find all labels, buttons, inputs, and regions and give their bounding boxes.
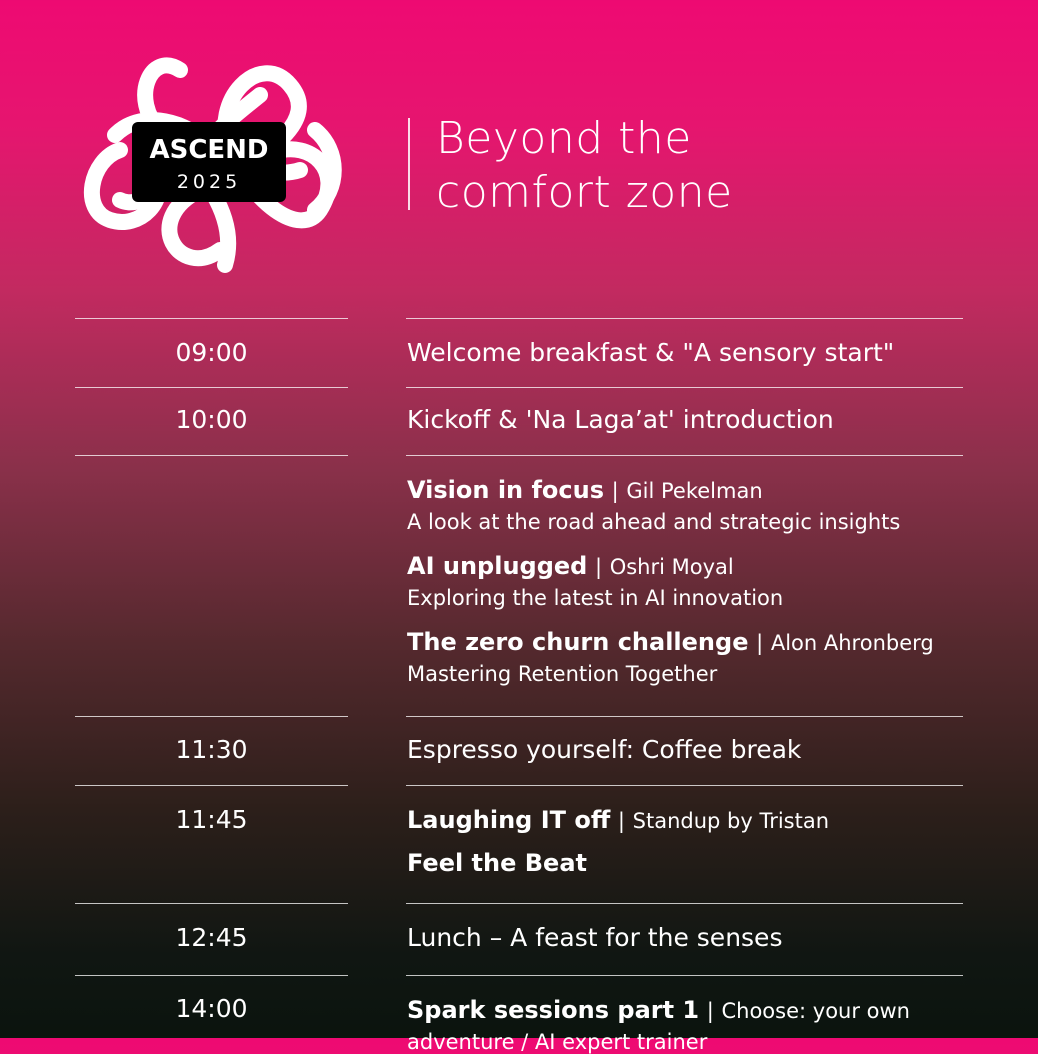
event-speaker: Standup by Tristan: [632, 809, 830, 833]
talk-speaker: Oshri Moyal: [609, 555, 734, 579]
time-1000: 10:00: [175, 405, 248, 434]
event-feel-the-beat: Feel the Beat: [407, 849, 587, 877]
talk-speaker: Alon Ahronberg: [770, 631, 934, 655]
time-1130: 11:30: [175, 735, 248, 764]
divider: [75, 716, 348, 717]
event-welcome-breakfast: Welcome breakfast & "A sensory start": [407, 338, 895, 367]
separator: |: [611, 479, 619, 503]
event-kickoff: Kickoff & 'Na Laga’at' introduction: [407, 405, 834, 434]
talk-title: AI unplugged: [407, 552, 588, 580]
divider: [406, 318, 963, 319]
talk-description: A look at the road ahead and strategic insights: [407, 510, 901, 534]
time-1245: 12:45: [175, 923, 248, 952]
divider: [75, 387, 348, 388]
talk-item: [407, 552, 783, 610]
divider: [406, 455, 963, 456]
event-coffee-break: Espresso yourself: Coffee break: [407, 735, 802, 764]
tagline-line-2: comfort zone: [436, 167, 733, 218]
divider: [406, 785, 963, 786]
talk-item: [407, 628, 934, 686]
talk-title: Vision in focus: [407, 476, 605, 504]
event-detail-cont: adventure / AI expert trainer: [407, 1030, 708, 1054]
time-1145: 11:45: [175, 805, 248, 834]
talk-item: [407, 476, 900, 534]
divider: [75, 903, 348, 904]
ascend-logo: [60, 40, 360, 290]
event-title: Laughing IT off: [407, 806, 611, 834]
event-title: Spark sessions part 1: [407, 996, 700, 1024]
talk-title: The zero churn challenge: [407, 628, 749, 656]
logo-year: 2025: [176, 171, 242, 193]
event-spark-sessions: [407, 996, 910, 1054]
divider: [406, 903, 963, 904]
tagline-line-1: Beyond the: [436, 113, 692, 164]
divider: [406, 716, 963, 717]
title-divider: [408, 118, 410, 210]
tagline: [436, 112, 733, 220]
talk-description: Mastering Retention Together: [407, 662, 718, 686]
talk-description: Exploring the latest in AI innovation: [407, 586, 784, 610]
divider: [75, 455, 348, 456]
logo-name: ASCEND: [149, 135, 269, 165]
separator: |: [756, 631, 764, 655]
time-0900: 09:00: [175, 338, 248, 367]
divider: [75, 318, 348, 319]
divider: [75, 975, 348, 976]
event-standup: [407, 806, 829, 834]
time-1400: 14:00: [175, 994, 248, 1023]
event-lunch: Lunch – A feast for the senses: [407, 923, 783, 952]
event-detail: Choose: your own: [721, 999, 910, 1023]
divider: [406, 975, 963, 976]
separator: |: [617, 809, 625, 833]
separator: |: [706, 999, 714, 1023]
divider: [75, 785, 348, 786]
separator: |: [594, 555, 603, 579]
divider: [406, 387, 963, 388]
talk-speaker: Gil Pekelman: [626, 479, 763, 503]
